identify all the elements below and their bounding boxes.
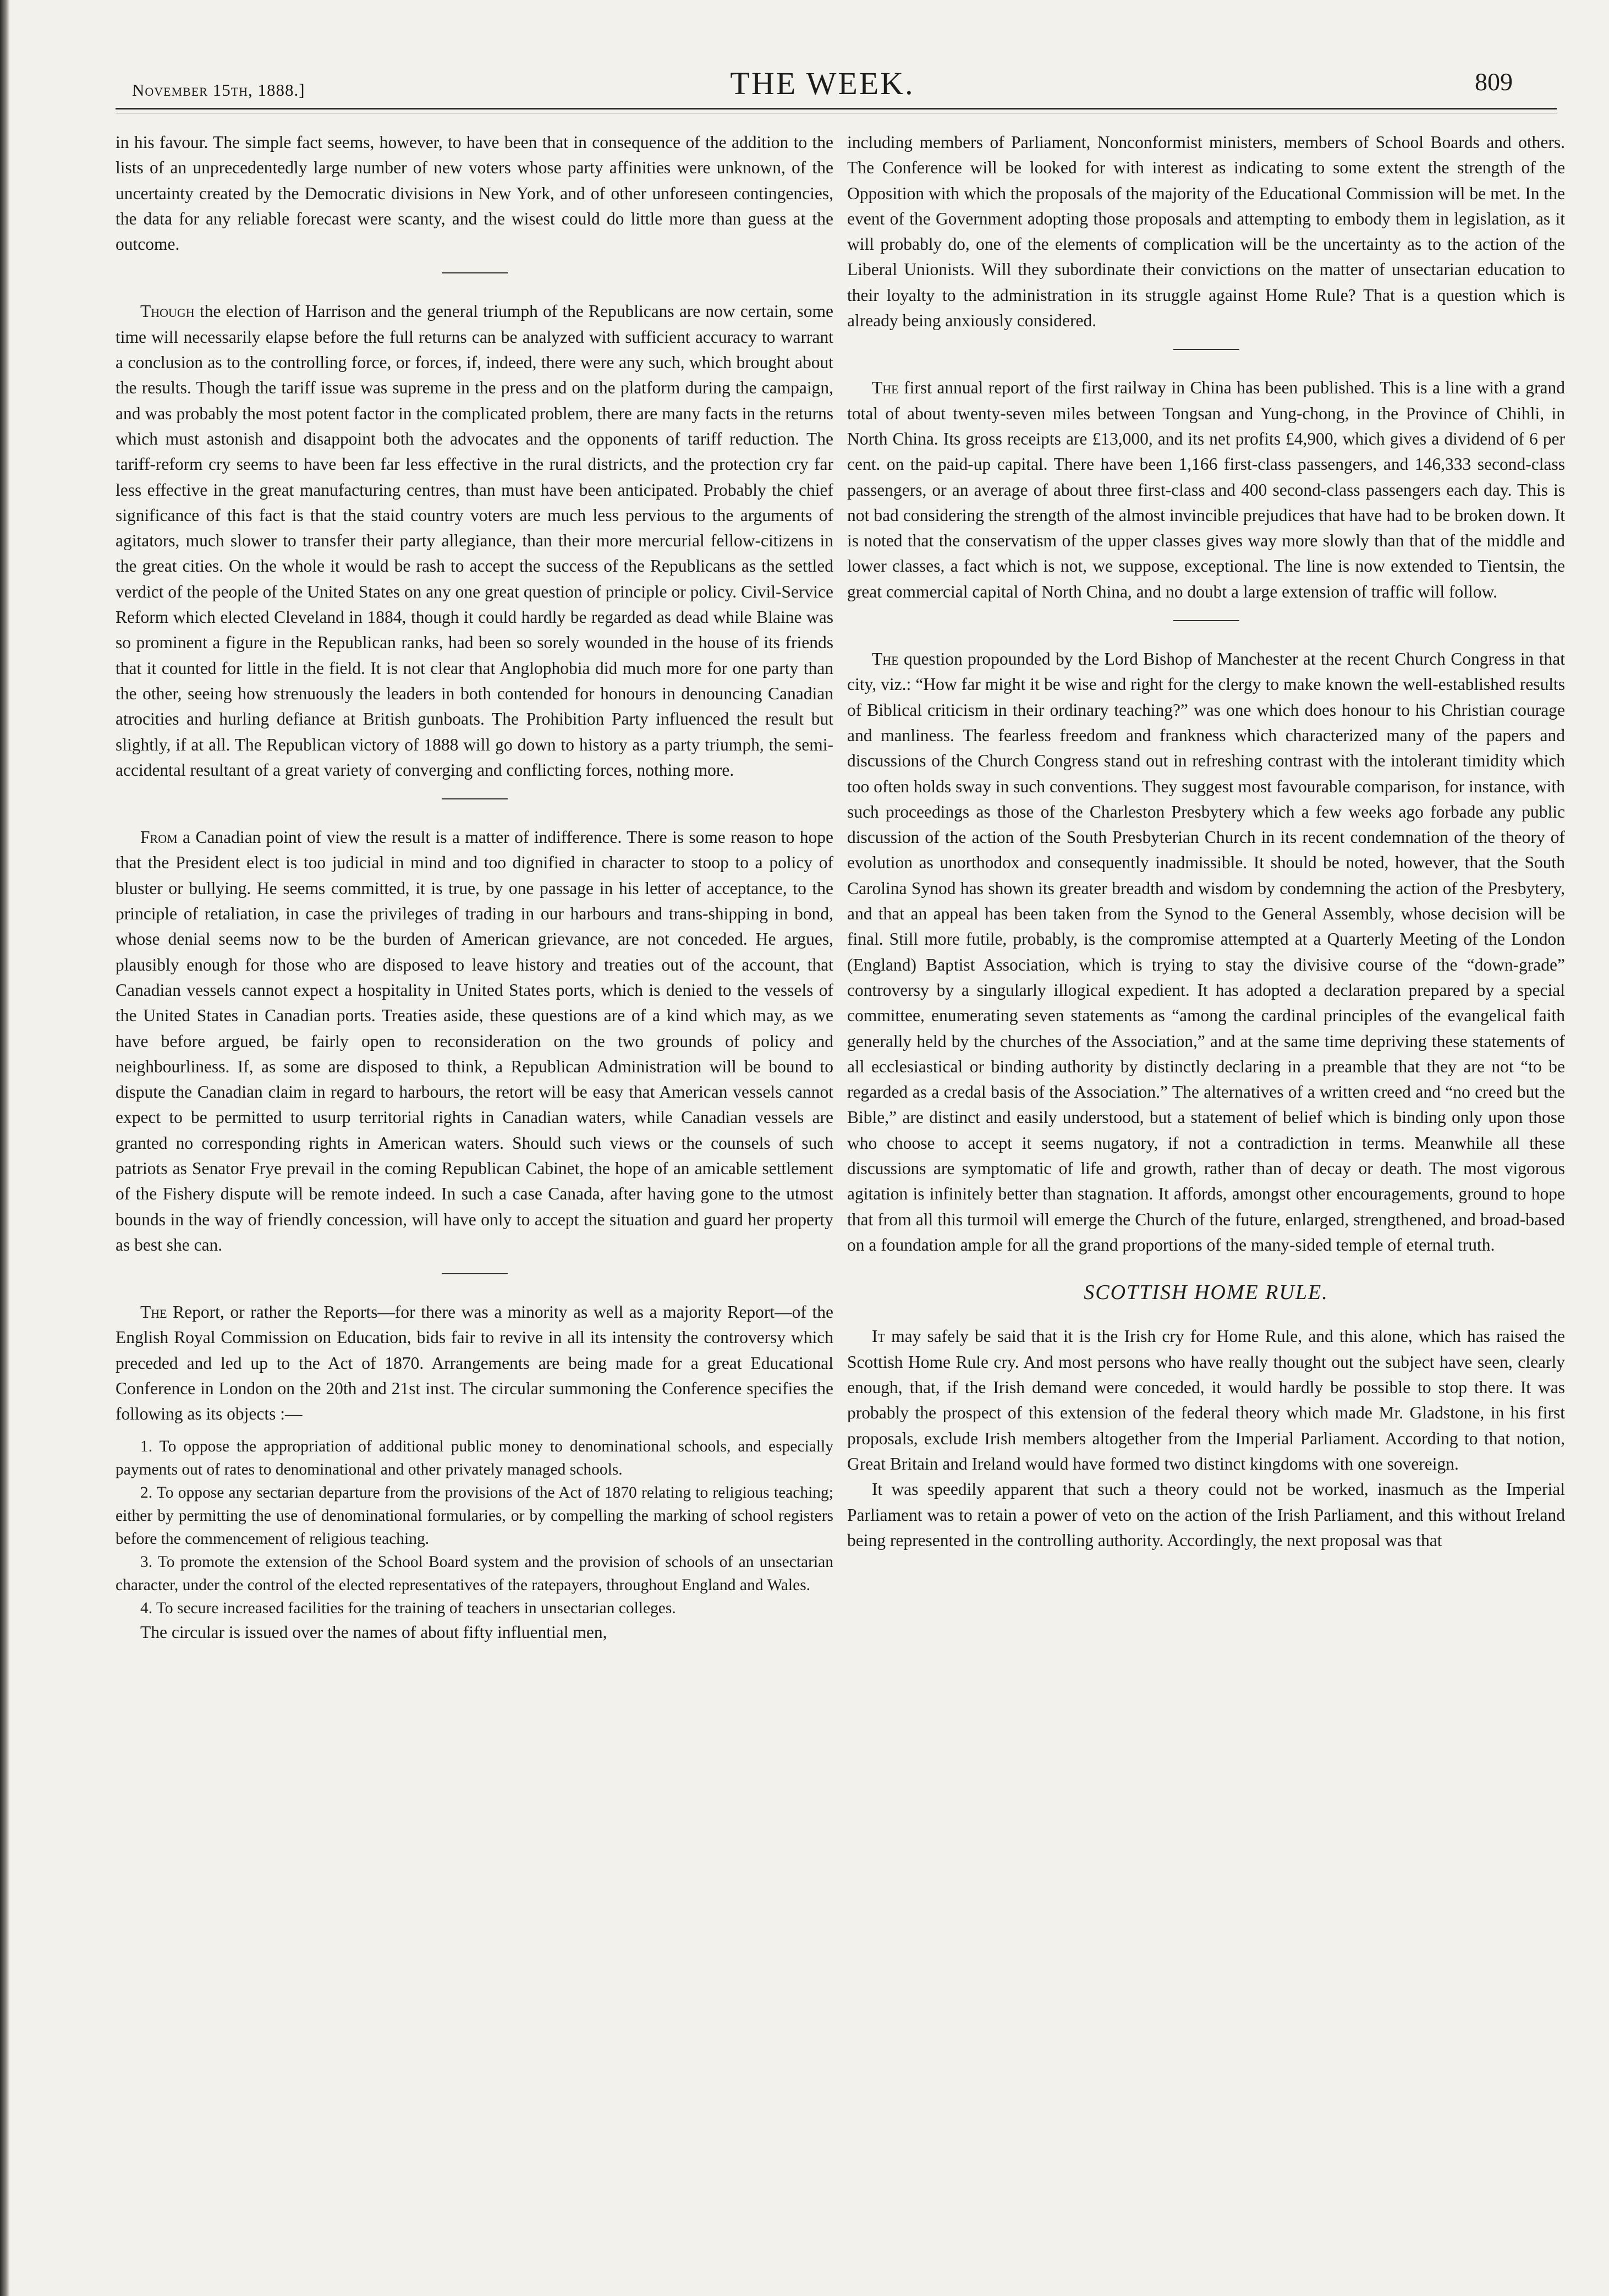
- paragraph-text: first annual report of the first railway in China has been published. This is a line with a grand total of about twenty-seven miles between Tongsan and Yung-chong, in the Province of Chihli, in North China. Its gross receipts are £13,000, and its net profits £4,900, which gives a dividend of 6 per cent. on the paid-up capital. There have been 1,166 first-class passengers, and 146,333 second-class passengers, or an average of about three first-class and 400 second-class passengers each day. This is not bad considering the strength of the almost invincible prejudices that have had to be broken down. It is noted that the conservatism of the upper classes gives way more slowly than that of the middle and lower classes, a fact which is not, we suppose, exceptional. The line is now extended to Tientsin, the great commercial capital of North China, and no doubt a large extension of traffic will follow.: [847, 378, 1565, 601]
- paragraph-text: a Canadian point of view the result is a matter of indifference. There is some reason to hope that the President elect is too judicial in mind and too dignified in character to stoop to a policy of bluster or bullying. He seems committed, it is true, by one passage in his letter of acceptance, to the principle of retaliation, in case the privileges of trading in our harbours and trans-shipping in bond, whose denial seems now to be the burden of American grievance, are not conceded. He argues, plausibly enough for those who are disposed to leave history and treaties out of the account, that Canadian vessels cannot expect a hospitality in United States ports, which is denied to the vessels of the United States in Canadian ports. Treaties aside, these questions are of a kind which may, as we have before argued, be fairly open to reconsideration on the two grounds of policy and neighbourliness. If, as some are disposed to think, a Republican Administration will be bound to dispute the Canadian claim in regard to harbours, the retort will be easy that American vessels cannot expect to be permitted to usurp territorial rights in Canadian waters, while Canadian vessels are granted no corresponding rights in American waters. Should such views or the counsels of such patriots as Senator Frye prevail in the coming Republican Cabinet, the hope of an amicable settlement of the Fishery dispute will be remote indeed. In such a case Canada, after having gone to the utmost bounds in the way of friendly concession, will have only to accept the situation and guard her property as best she can.: [116, 828, 833, 1254]
- paragraph-lead-word: The: [140, 1302, 167, 1322]
- paragraph-scottish-home-rule: [847, 1324, 1565, 1477]
- header-rule: [116, 108, 1557, 109]
- section-separator: [1173, 620, 1239, 621]
- paragraph-lead-word: From: [140, 828, 178, 847]
- list-item: 4. To secure increased facilities for the training of teachers in unsectarian colleges.: [140, 1599, 676, 1617]
- list-item: 1. To oppose the appropriation of additional public money to denominational schools, and especially payments out of rates to denominational and other privately managed schools.: [116, 1437, 833, 1478]
- left-column: [116, 130, 833, 2276]
- section-heading-scottish-home-rule: SCOTTISH HOME RULE.: [1084, 1281, 1328, 1305]
- section-separator: [442, 1273, 508, 1274]
- paragraph-imperial-parliament: It was speedily apparent that such a theory could not be worked, inasmuch as the Imperial Parliament was to retain a power of veto on the action of the Irish Parliament, and this without Ireland being represented in the controlling authority. Accordingly, the next proposal was that: [847, 1479, 1565, 1550]
- right-column: [847, 130, 1565, 2276]
- paragraph-election-forecast: in his favour. The simple fact seems, however, to have been that in consequence of the addition to the lists of an unprecedentedly large number of new voters whose party affinities were unknown, of the uncertainty created by the Democratic divisions in New York, and of other unforeseen contingencies, the data for any reliable forecast were scanty, and the wisest could do little more than guess at the outcome.: [116, 133, 833, 254]
- masthead: [132, 65, 1513, 109]
- paragraph-lead-word: Though: [140, 302, 195, 321]
- list-item: 3. To promote the extension of the School Board system and the provision of schools of an unsectarian character, under the control of the elected representatives of the ratepayers, throughout England and Wales.: [116, 1553, 833, 1594]
- list-item: 2. To oppose any sectarian departure from the provisions of the Act of 1870 relating to religious teaching; either by permitting the use of denominational formularies, or by compelling the marking of school registers before the commencement of religious teaching.: [116, 1483, 833, 1548]
- page-binding-edge: [0, 0, 10, 2296]
- paragraph-china-railway: [847, 375, 1565, 605]
- publication-title: THE WEEK.: [730, 65, 915, 101]
- paragraph-lead-word: It: [872, 1327, 885, 1346]
- paragraph-text: the election of Harrison and the general triumph of the Republicans are now certain, some time will necessarily elapse before the full returns can be analyzed with sufficient accuracy to warrant a conclusion as to the controlling force, or forces, if, indeed, there were any such, which brought about the results. Though the tariff issue was supreme in the press and on the platform during the campaign, and was probably the most potent factor in the complicated problem, there are many facts in the returns which must astonish and disappoint both the advocates and the opponents of tariff reduction. The tariff-reform cry seems to have been far less effective in the rural districts, and the protection cry far less effective in the great manufacturing centres, than must have been anticipated. Probably the chief significance of this fact is that the staid country voters are much less pervious to the arguments of agitators, much slower to transfer their party allegiance, than their more mercurial fellow-citizens in the great cities. On the whole it would be rash to accept the success of the Republicans as the settled verdict of the people of the United States on any one great question of principle or policy. Civil-Service Reform which elected Cleveland in 1884, though it could hardly be regarded as dead while Blaine was so prominent a figure in the Republican ranks, had been so sorely wounded in the house of its friends that it counted for little in the field. It is not clear that Anglophobia did much more for one party than the other, seeing how strenuously the leaders in both contended for honours in denouncing Canadian atrocities and hurling defiance at British gunboats. The Prohibition Party influenced the result but slightly, if at all. The Republican victory of 1888 will go down to history as a party triumph, the semi-accidental resultant of a great variety of converging and conflicting forces, nothing more.: [116, 302, 833, 780]
- paragraph-lead-word: The: [872, 649, 899, 669]
- paragraph-text: question propounded by the Lord Bishop of Manchester at the recent Church Congress in that city, viz.: “How far might it be wise and right for the clergy to make known the well-established results of Biblical criticism in their ordinary teaching?” was one which does honour to his Christian courage and manliness. The fearless freedom and frankness which characterized many of the papers and discussions of the Church Congress stand out in refreshing contrast with the intolerant timidity which too often holds sway in such conventions. They suggest most favourable comparison, for instance, with such proceedings as those of the Charleston Presbytery which a few weeks ago forbade any public discussion of the action of the South Presbyterian Church in its recent condemnation of the theory of evolution as unorthodox and consequently inadmissible. It should be noted, however, that the South Carolina Synod has shown its greater breadth and wisdom by condemning the action of the Presbytery, and that an appeal has been taken from the Synod to the General Assembly, whose decision will be final. Still more futile, probably, is the compromise attempted at a Quarterly Meeting of the London (England) Baptist Association, which is trying to stay the divisive course of the “down-grade” controversy by a singularly illogical expedient. It has adopted a declaration prepared by a special committee, enumerating seven statements as “among the cardinal principles of the evangelical faith generally held by the churches of the Association,” and at the same time depriving these statements of all ecclesiastical or binding authority by distinctly declaring in a preamble that they are not “to be regarded as a credal basis of the Association.” The alternatives of a written creed and “no creed but the Bible,” are distinct and easily understood, but a statement of belief which is binding only upon those who choose to accept it seems nugatory, if not a contradiction in terms. Meanwhile all these discussions are symptomatic of life and growth, rather than of decay or death. The most vigorous agitation is infinitely better than stagnation. It affords, amongst other encouragements, ground to hope that from all this turmoil will emerge the Church of the future, enlarged, strengthened, and broad-based on a foundation ample for all the grand proportions of the many-sided temple of eternal truth.: [847, 649, 1565, 1254]
- paragraph-conference-continued: including members of Parliament, Nonconformist ministers, members of School Boards and others. The Conference will be looked for with interest as indicating to some extent the strength of the Opposition with which the proposals of the majority of the Educational Commission will be met. In the event of the Government adopting those proposals and attempting to embody them in legislation, as it will probably do, one of the elements of complication will be the uncertainty as to the action of the Liberal Unionists. Will they subordinate their convictions on the matter of unsectarian education to their loyalty to the administration in its struggle against Home Rule? That is a question which is already being anxiously considered.: [847, 133, 1565, 331]
- section-separator: [442, 272, 508, 273]
- paragraph-text: Report, or rather the Reports—for there was a minority as well as a majority Report—of the English Royal Commission on Education, bids fair to revive in all its intensity the controversy which preceded and led up to the Act of 1870. Arrangements are being made for a great Educational Conference in London on the 20th and 21st inst. The circular summoning the Conference specifies the following as its objects :—: [116, 1302, 833, 1424]
- paragraph-circular: The circular is issued over the names of about fifty influential men,: [140, 1622, 607, 1642]
- paragraph-church-congress: [847, 646, 1565, 1258]
- paragraph-harrison-election: [116, 299, 833, 783]
- section-separator: [1173, 349, 1239, 350]
- paragraph-lead-word: The: [872, 378, 899, 398]
- section-separator: [442, 798, 508, 799]
- issue-date: November 15th, 1888.]: [132, 80, 305, 100]
- paragraph-canadian-view: [116, 825, 833, 1258]
- paragraph-education-report: [116, 1300, 833, 1427]
- conference-objects-list: [116, 1435, 833, 1620]
- page-number: 809: [1475, 68, 1513, 96]
- paragraph-text: may safely be said that it is the Irish cry for Home Rule, and this alone, which has raised the Scottish Home Rule cry. And most persons who have really thought out the subject have seen, clearly enough, that, if the Irish demand were conceded, it would hardly be possible to stop there. It was probably the prospect of this extension of the federal theory which made Mr. Gladstone, in his first proposals, exclude Irish members altogether from the Imperial Parliament. According to that notion, Great Britain and Ireland would have formed two distinct kingdoms with one sovereign.: [847, 1327, 1565, 1473]
